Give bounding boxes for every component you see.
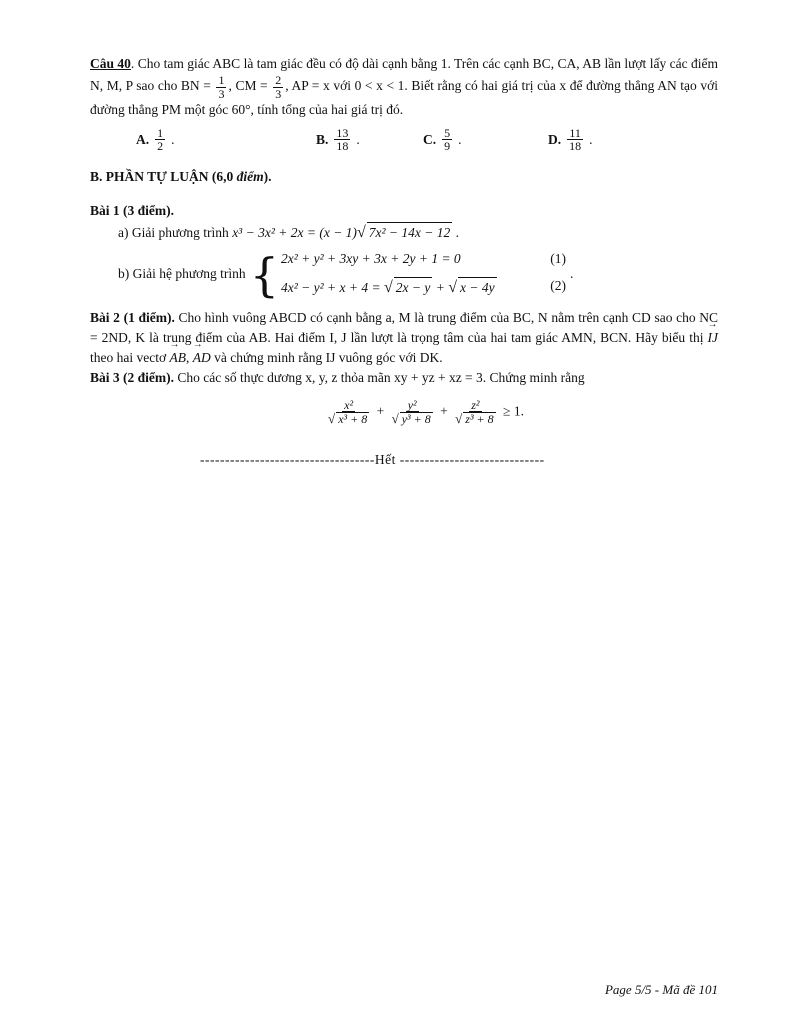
- sqrt-icon: √: [391, 411, 399, 427]
- sqrt-icon: √: [455, 411, 463, 427]
- question-label: Câu 40: [90, 56, 131, 71]
- fraction-bn: $\frac{1}{3}$: [218, 73, 225, 101]
- vector-ij: → IJ: [708, 328, 719, 348]
- answer-options: [136, 127, 718, 153]
- sqrt-icon: √: [356, 224, 366, 242]
- brace-icon: {: [249, 247, 279, 302]
- question-text-line1: . Cho tam giác ABC là tam giác đều có độ dài cạnh bằng 1. Trên các cạnh BC, CA, AB: [130, 56, 602, 71]
- bai2: Bài 2 (1 điểm). Cho hình vuông ABCD có cạnh bằng a, M là trung điểm của BC, N nằm trên cạnh CD sao cho NC = 2ND, K là trung điểm của AB. Hai điểm I, J lần lượt là trọng tâm của hai tam giác AMN, BCN. Hãy biểu thị → IJ theo hai vectơ → AB, → AD và chứng minh rằng IJ vuông góc với DK.: [90, 308, 718, 369]
- sqrt-icon: √: [383, 278, 393, 296]
- option-b[interactable]: B. $\frac{13}{18}$ .: [316, 125, 360, 154]
- exam-page: [90, 54, 718, 470]
- fraction-cm: $\frac{2}{3}$: [275, 73, 282, 101]
- option-a[interactable]: A. $\frac{1}{2}$ .: [136, 125, 175, 154]
- question-text-line2b: , CM =: [228, 78, 268, 94]
- question-text-line3: giá trị của x để đường thẳng AN tạo với đường thẳng PM một góc 60°, tính tổng của hai giá trị đó.: [90, 78, 719, 118]
- sqrt-icon: √: [328, 411, 336, 427]
- bai3: Bài 3 (2 điểm). Cho các số thực dương x, y, z thỏa mãn xy + yz + xz = 3. Chứng minh rằng: [90, 370, 585, 386]
- vector-ad: → AD: [193, 348, 211, 368]
- question-40: [90, 54, 718, 121]
- question-text-line2a: lần lượt lấy các điểm N, M, P sao cho BN =: [90, 56, 719, 94]
- bai1-part-b: b) Giải hệ phương trình { 2x² + y² + 3xy + 3x + 2y + 1 = 0 (1) 4x² − y² + x + 4 = √ 2x − y + √ x − 4y (2) .: [118, 247, 574, 302]
- section-b-title: B. PHẦN TỰ LUẬN (6,0 điểm).: [90, 168, 272, 184]
- page-footer: Page 5/5 - Mã đề 101: [604, 982, 718, 997]
- equation-system: { 2x² + y² + 3xy + 3x + 2y + 1 = 0 (1) 4x² − y² + x + 4 = √ 2x − y + √ x − 4y (2): [249, 247, 566, 302]
- option-d[interactable]: D. $\frac{11}{18}$ .: [548, 125, 593, 154]
- vector-ab: → AB: [169, 348, 186, 368]
- inequality: $\frac{\text{x²}}{\text{√ x³ + 8}}$ + $\frac{\text{y²}}{\text{√ y³ + 8}}$ + $\frac{\text{z²}}{\text{√ z³ + 8}}$ ≥ 1.: [328, 397, 524, 427]
- option-c[interactable]: C. $\frac{5}{9}$ .: [423, 125, 462, 154]
- end-marker: -----------------------------------Hết -----------------------------: [200, 451, 545, 467]
- bai1-part-a: a) Giải phương trình x³ − 3x² + 2x = (x − 1)√ 7x² − 14x − 12 .: [90, 221, 718, 245]
- question-text-line2c: , AP = x với 0 < x < 1. Biết rằng có hai: [285, 78, 498, 94]
- bai1-title: Bài 1 (3 điểm).: [90, 203, 174, 219]
- sqrt-icon: √: [448, 278, 458, 296]
